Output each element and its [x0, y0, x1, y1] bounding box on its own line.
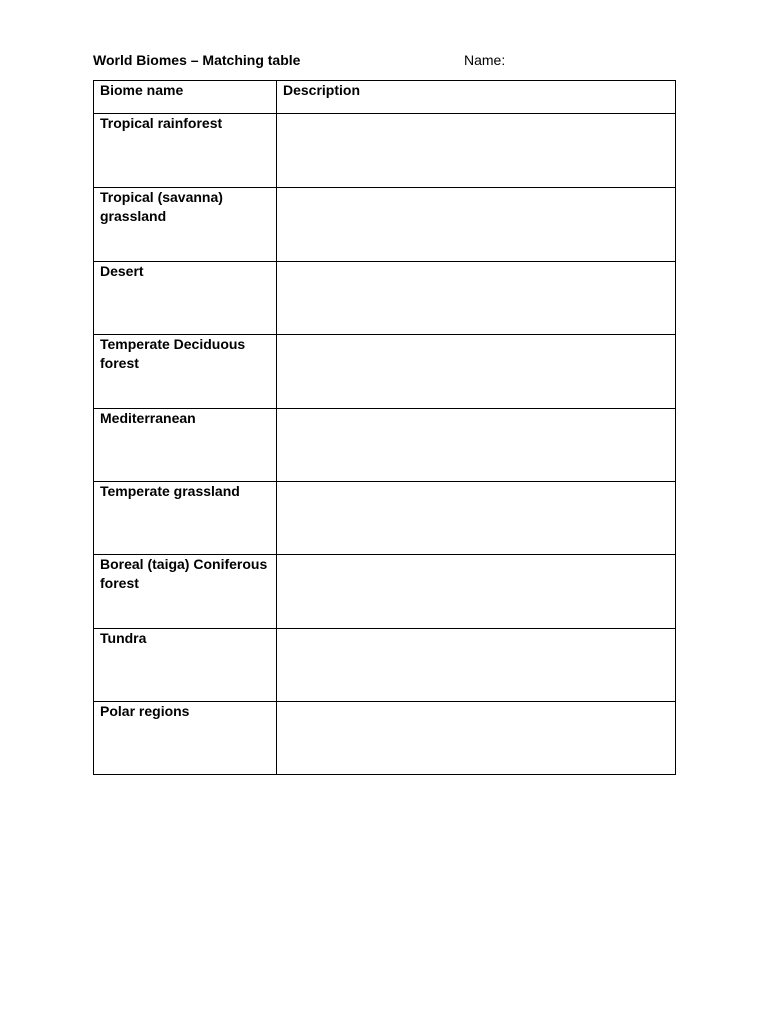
table-row: [94, 702, 676, 775]
table-row: [94, 188, 676, 262]
biome-name-cell: Temperate grassland: [94, 482, 277, 555]
biome-name-cell: Boreal (taiga) Coniferous forest: [94, 555, 277, 629]
description-cell[interactable]: [277, 409, 676, 482]
biome-name-cell: Tropical (savanna) grassland: [94, 188, 277, 262]
biome-name-cell: Polar regions: [94, 702, 277, 775]
biome-name-cell: Desert: [94, 262, 277, 335]
description-cell[interactable]: [277, 702, 676, 775]
description-cell[interactable]: [277, 335, 676, 409]
table-row: [94, 262, 676, 335]
description-cell[interactable]: [277, 629, 676, 702]
table-row: [94, 409, 676, 482]
description-cell[interactable]: [277, 262, 676, 335]
name-label: Name:: [464, 52, 506, 68]
biome-name-cell: Temperate Deciduous forest: [94, 335, 277, 409]
biome-matching-table: [93, 80, 676, 775]
table-row: [94, 335, 676, 409]
table-row: [94, 629, 676, 702]
description-cell[interactable]: [277, 114, 676, 188]
table-row: [94, 482, 676, 555]
biome-name-cell: Tundra: [94, 629, 277, 702]
table-header-row: [94, 81, 676, 114]
description-cell[interactable]: [277, 555, 676, 629]
biome-name-cell: Mediterranean: [94, 409, 277, 482]
worksheet-title: World Biomes – Matching table: [93, 52, 301, 68]
column-header-biome-name: Biome name: [94, 81, 277, 114]
biome-name-cell: Tropical rainforest: [94, 114, 277, 188]
description-cell[interactable]: [277, 188, 676, 262]
table-row: [94, 114, 676, 188]
description-cell[interactable]: [277, 482, 676, 555]
table-row: [94, 555, 676, 629]
column-header-description: Description: [277, 81, 676, 114]
